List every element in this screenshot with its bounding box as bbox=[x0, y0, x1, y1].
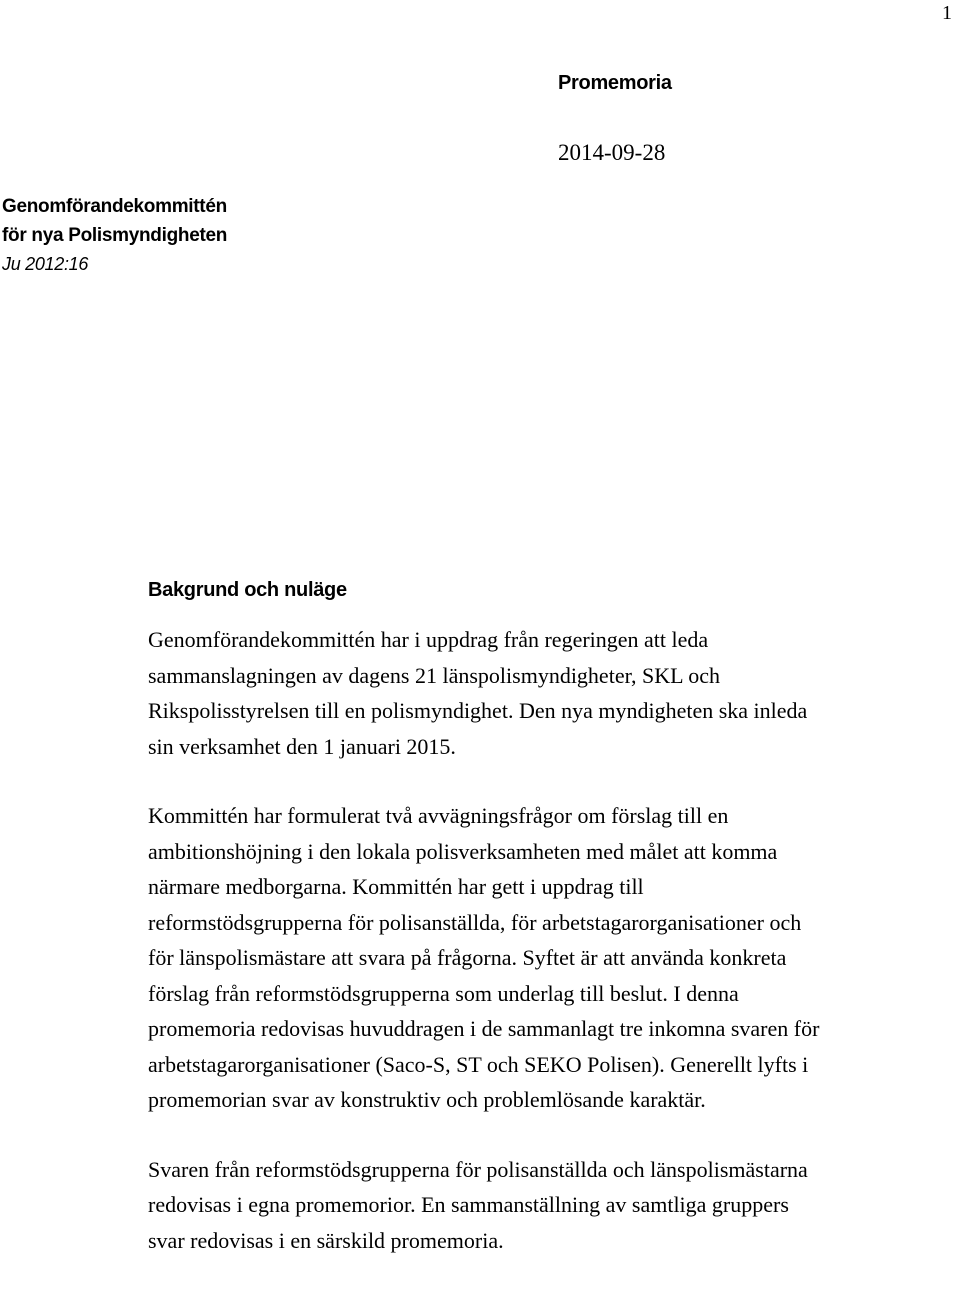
paragraph-line: Svaren från reformstödsgrupperna för polisanställda och länspolismästarna bbox=[148, 1156, 808, 1182]
paragraph-line: sin verksamhet den 1 januari 2015. bbox=[148, 733, 456, 759]
paragraph-line: Rikspolisstyrelsen till en polismyndighet. Den nya myndigheten ska inleda bbox=[148, 698, 808, 723]
paragraph-line: promemoria redovisas huvuddragen i de sammanlagt tre inkomna svaren för bbox=[148, 1016, 820, 1041]
paragraph-line: svar redovisas i en särskild promemoria. bbox=[148, 1227, 504, 1253]
paragraph-line: redovisas i egna promemorior. En sammanställning av samtliga gruppers bbox=[148, 1192, 789, 1217]
paragraph-line: Kommittén har formulerat två avvägningsfrågor om förslag till en bbox=[148, 803, 729, 828]
paragraph-line: närmare medborgarna. Kommittén har gett i uppdrag till bbox=[148, 874, 644, 899]
document-date: 2014-09-28 bbox=[558, 140, 666, 165]
paragraph-line: reformstödsgrupperna för polisanställda, för arbetstagarorganisationer och bbox=[148, 909, 802, 935]
main-content bbox=[148, 574, 948, 1292]
paragraph-1 bbox=[148, 622, 948, 764]
section-heading: Bakgrund och nuläge bbox=[148, 579, 347, 601]
paragraph-line: promemorian svar av konstruktiv och problemlösande karaktär. bbox=[148, 1087, 706, 1112]
paragraph-line: förslag från reformstödsgrupperna som underlag till beslut. I denna bbox=[148, 980, 739, 1006]
sender-org-line-1: Genomförandekommittén bbox=[2, 196, 227, 217]
paragraph-line: arbetstagarorganisationer (Saco-S, ST och SEKO Polisen). Generellt lyfts i bbox=[148, 1051, 809, 1077]
paragraph-2 bbox=[148, 798, 948, 1118]
document-type-label: Promemoria bbox=[558, 72, 672, 94]
paragraph-line: ambitionshöjning i den lokala polisverksamheten med målet att komma bbox=[148, 838, 778, 864]
sender-block bbox=[2, 192, 227, 279]
paragraph-line: sammanslagningen av dagens 21 länspolismyndigheter, SKL och bbox=[148, 662, 721, 688]
paragraph-3 bbox=[148, 1152, 948, 1259]
paragraph-line: Genomförandekommittén har i uppdrag från regeringen att leda bbox=[148, 627, 709, 652]
sender-reference: Ju 2012:16 bbox=[2, 254, 89, 274]
page-number: 1 bbox=[942, 2, 952, 24]
paragraph-line: för länspolismästare att svara på frågorna. Syftet är att använda konkreta bbox=[148, 945, 787, 970]
sender-org-line-2: för nya Polismyndigheten bbox=[2, 225, 228, 246]
